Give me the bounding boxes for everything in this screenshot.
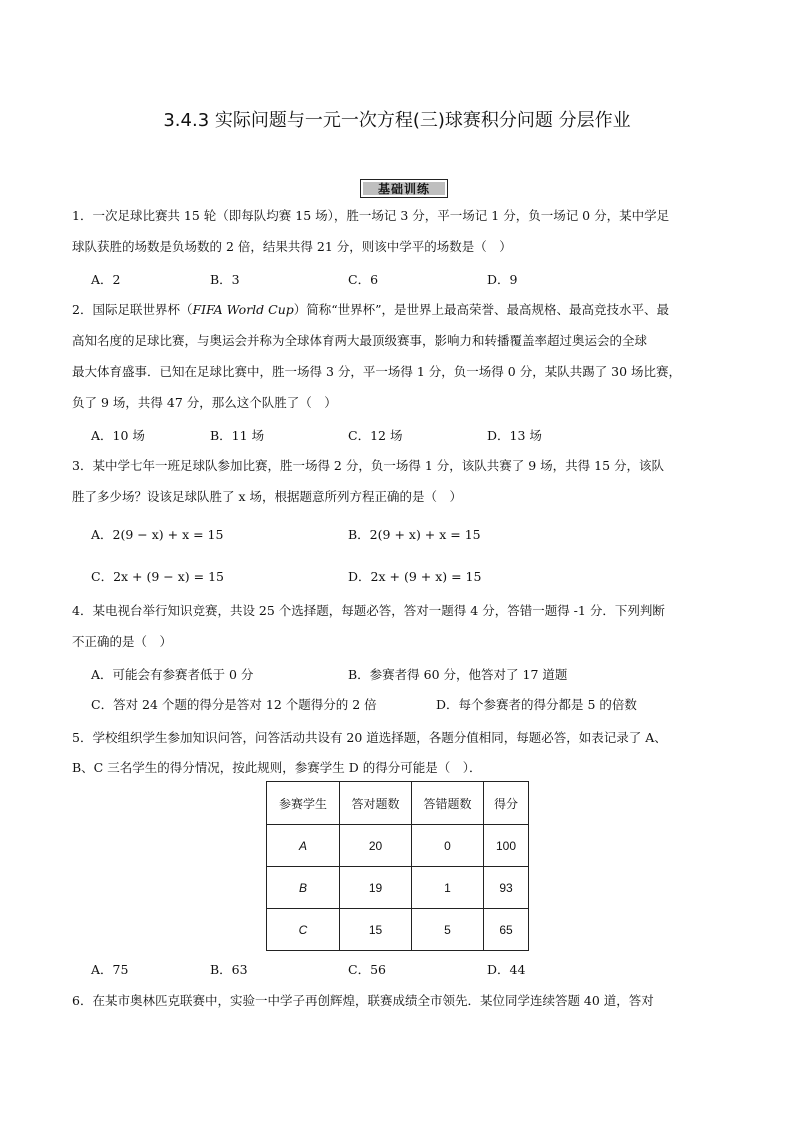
- q1-option-b: B．3: [210, 272, 240, 287]
- table-cell: 100: [484, 825, 529, 867]
- q5-option-a: A．75: [91, 962, 129, 977]
- q3-option-b: B．2(9 + x) + x = 15: [348, 527, 481, 542]
- section-label: 基础训练: [363, 182, 445, 195]
- q1-option-a: A．2: [91, 272, 121, 287]
- q4-option-d: D．每个参赛者的得分都是 5 的倍数: [436, 697, 637, 712]
- page-title: 3.4.3 实际问题与一元一次方程(三)球赛积分问题 分层作业: [163, 110, 631, 131]
- q2-line1-pre: 2．国际足联世界杯（: [72, 302, 193, 317]
- q3-option-d: D．2x + (9 + x) = 15: [348, 569, 482, 584]
- q2-option-d: D．13 场: [487, 428, 542, 443]
- table-cell: C: [267, 909, 340, 951]
- table-header-row: [267, 782, 529, 825]
- q5-line1: 5．学校组织学生参加知识问答，问答活动共设有 20 道选择题，各题分值相同，每题必答，如表记录了 A、: [72, 730, 667, 745]
- table-cell: 65: [484, 909, 529, 951]
- table-row: [267, 825, 529, 867]
- q5-line2: B、C 三名学生的得分情况，按此规则，参赛学生 D 的得分可能是（ ）．: [72, 760, 482, 775]
- table-cell: 1: [412, 867, 484, 909]
- q5-score-table: [266, 781, 529, 951]
- table-cell: B: [267, 867, 340, 909]
- q2-line3: 最大体育盛事．已知在足球比赛中，胜一场得 3 分，平一场得 1 分，负一场得 0 分，某队共踢了 30 场比赛，: [72, 364, 682, 379]
- q2-option-c: C．12 场: [348, 428, 403, 443]
- q3-line2: 胜了多少场？设该足球队胜了 x 场，根据题意所列方程正确的是（ ）: [72, 489, 462, 504]
- q1-line1: 1．一次足球比赛共 15 轮（即每队均赛 15 场），胜一场记 3 分，平一场记 1 分，负一场记 0 分，某中学足: [72, 208, 670, 223]
- table-cell: 0: [412, 825, 484, 867]
- table-cell: 15: [340, 909, 412, 951]
- q2-line1-em: FIFA World Cup: [192, 302, 294, 317]
- q5-option-c: C．56: [348, 962, 386, 977]
- q3-option-a: A．2(9 − x) + x = 15: [91, 527, 224, 542]
- q5-option-b: B．63: [210, 962, 248, 977]
- table-header-cell: 答错题数: [412, 782, 484, 825]
- table-header-cell: 参赛学生: [267, 782, 340, 825]
- q3-line1: 3．某中学七年一班足球队参加比赛，胜一场得 2 分，负一场得 1 分，该队共赛了 9 场，共得 15 分，该队: [72, 458, 665, 473]
- q4-line2: 不正确的是（ ）: [72, 634, 173, 649]
- q6-line1: 6．在某市奥林匹克联赛中，实验一中学子再创辉煌，联赛成绩全市领先．某位同学连续答题 40 道，答对: [72, 993, 654, 1008]
- table-cell: 93: [484, 867, 529, 909]
- table-cell: A: [267, 825, 340, 867]
- q2-line1: [72, 300, 669, 318]
- q2-option-a: A．10 场: [91, 428, 145, 443]
- table-row: [267, 867, 529, 909]
- table-header-cell: 得分: [484, 782, 529, 825]
- table-cell: 19: [340, 867, 412, 909]
- q4-option-a: A．可能会有参赛者低于 0 分: [91, 667, 254, 682]
- q1-line2: 球队获胜的场数是负场数的 2 倍，结果共得 21 分，则该中学平的场数是（ ）: [72, 239, 512, 254]
- q1-option-d: D．9: [487, 272, 518, 287]
- q4-option-c: C．答对 24 个题的得分是答对 12 个题得分的 2 倍: [91, 697, 377, 712]
- q2-line2: 高知名度的足球比赛，与奥运会并称为全球体育两大最顶级赛事，影响力和转播覆盖率超过奥运会的全球: [72, 333, 648, 348]
- q4-line1: 4．某电视台举行知识竞赛，共设 25 个选择题，每题必答，答对一题得 4 分，答错一题得 -1 分．下列判断: [72, 603, 665, 618]
- q3-option-c: C．2x + (9 − x) = 15: [91, 569, 224, 584]
- section-label-box: [360, 179, 448, 198]
- q2-option-b: B．11 场: [210, 428, 265, 443]
- q5-option-d: D．44: [487, 962, 526, 977]
- table-cell: 5: [412, 909, 484, 951]
- table-row: [267, 909, 529, 951]
- q2-line1-post: ）简称“世界杯”，是世界上最高荣誉、最高规格、最高竞技水平、最: [293, 302, 670, 317]
- q2-line4: 负了 9 场，共得 47 分，那么这个队胜了（ ）: [72, 395, 337, 410]
- table-header-cell: 答对题数: [340, 782, 412, 825]
- q4-option-b: B．参赛者得 60 分，他答对了 17 道题: [348, 667, 568, 682]
- table-cell: 20: [340, 825, 412, 867]
- q1-option-c: C．6: [348, 272, 379, 287]
